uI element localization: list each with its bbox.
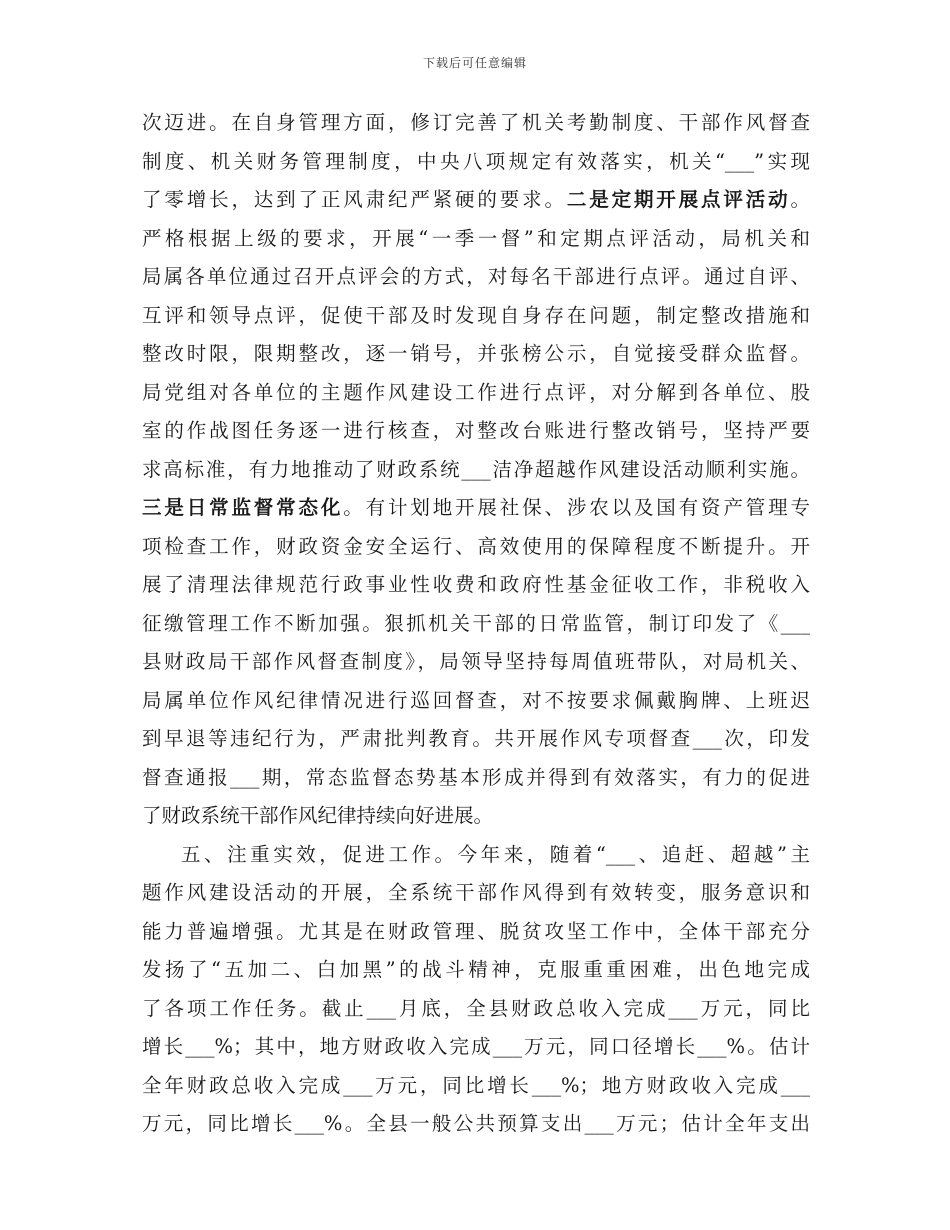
text-line <box>142 1067 810 1106</box>
bold-heading-text: 二是定期开展点评活动 <box>566 188 791 211</box>
body-text: 严格根据上级的要求，开展“一季一督”和定期点评活动，局机关和 <box>142 226 810 250</box>
text-line <box>142 220 810 259</box>
body-text: 局党组对各单位的主题作风建设工作进行点评，对分解到各单位、股 <box>142 380 810 404</box>
body-text: 县财政局干部作风督查制度》，局领导坚持每周值班带队，对局机关、 <box>142 650 810 673</box>
body-text: 全年财政总收入完成___万元，同比增长___%；地方财政收入完成___ <box>142 1073 810 1097</box>
body-text: 制度、机关财务管理制度，中央八项规定有效落实，机关“___”实现 <box>142 149 810 173</box>
text-line <box>142 297 810 336</box>
body-text: 发扬了“五加二、白加黑”的战斗精神，克服重重困难，出色地完成 <box>142 958 810 981</box>
document-body <box>142 104 810 1144</box>
text-line <box>142 836 810 875</box>
text-line <box>142 797 810 836</box>
page-header: 下载后可任意编辑 <box>422 56 527 70</box>
body-text: 了财政系统干部作风纪律持续向好进展。 <box>142 804 494 827</box>
text-line <box>142 1105 810 1144</box>
text-line <box>142 874 810 913</box>
text-line <box>142 682 810 721</box>
text-line <box>142 990 810 1029</box>
text-line <box>142 258 810 297</box>
body-text: 征缴管理工作不断加强。狠抓机关干部的日常监管，制订印发了《___ <box>142 611 810 635</box>
bold-heading-text: 三是日常监督常态化 <box>142 496 344 519</box>
text-line <box>142 605 810 644</box>
body-text: 。 <box>790 188 810 211</box>
body-text: 五、注重实效，促进工作。今年来，随着“___、追赶、超越”主 <box>181 842 810 866</box>
text-line <box>142 566 810 605</box>
text-line <box>142 951 810 990</box>
body-text: 督查通报___期，常态监督态势基本形成并得到有效落实，有力的促进 <box>142 765 810 789</box>
text-line <box>142 489 810 528</box>
text-line <box>142 643 810 682</box>
body-text: 了各项工作任务。截止___月底，全县财政总收入完成___万元，同比 <box>142 996 810 1020</box>
text-line <box>142 720 810 759</box>
body-text: 。有计划地开展社保、涉农以及国有资产管理专 <box>343 496 810 519</box>
body-text: 项检查工作，财政资金安全运行、高效使用的保障程度不断提升。开 <box>142 534 810 558</box>
text-line <box>142 1028 810 1067</box>
body-text: 到早退等违纪行为，严肃批判教育。共开展作风专项督查___次，印发 <box>142 727 810 750</box>
body-text: 展了清理法律规范行政事业性收费和政府性基金征收工作，非税收入 <box>142 573 810 596</box>
body-text: 室的作战图任务逐一进行核查，对整改台账进行整改销号，坚持严要 <box>142 419 810 442</box>
text-line <box>142 412 810 451</box>
body-text: 互评和领导点评，促使干部及时发现自身存在问题，制定整改措施和 <box>142 303 810 327</box>
text-line <box>142 759 810 798</box>
body-text: 局属各单位通过召开点评会的方式，对每名干部进行点评。通过自评、 <box>142 265 810 288</box>
body-text: 了零增长，达到了正风肃纪严紧硬的要求。 <box>142 188 567 211</box>
text-line <box>142 181 810 220</box>
body-text: 万元，同比增长___%。全县一般公共预算支出___万元；估计全年支出 <box>142 1112 810 1135</box>
text-line <box>142 374 810 413</box>
text-line <box>142 528 810 567</box>
text-line <box>142 451 810 490</box>
text-line <box>142 335 810 374</box>
body-text: 增长___%；其中，地方财政收入完成___万元，同口径增长___%。估计 <box>142 1035 810 1058</box>
text-line <box>142 143 810 182</box>
body-text: 整改时限，限期整改，逐一销号，并张榜公示，自觉接受群众监督。 <box>142 342 810 365</box>
text-line <box>142 104 810 143</box>
body-text: 求高标准，有力地推动了财政系统___洁净超越作风建设活动顺利实施。 <box>142 457 810 481</box>
body-text: 题作风建设活动的开展，全系统干部作风得到有效转变，服务意识和 <box>142 881 810 904</box>
body-text: 局属单位作风纪律情况进行巡回督查，对不按要求佩戴胸牌、上班迟 <box>142 688 810 712</box>
body-text: 能力普遍增强。尤其是在财政管理、脱贫攻坚工作中，全体干部充分 <box>142 919 810 943</box>
body-text: 次迈进。在自身管理方面，修订完善了机关考勤制度、干部作风督查 <box>142 111 810 134</box>
text-line <box>142 913 810 952</box>
